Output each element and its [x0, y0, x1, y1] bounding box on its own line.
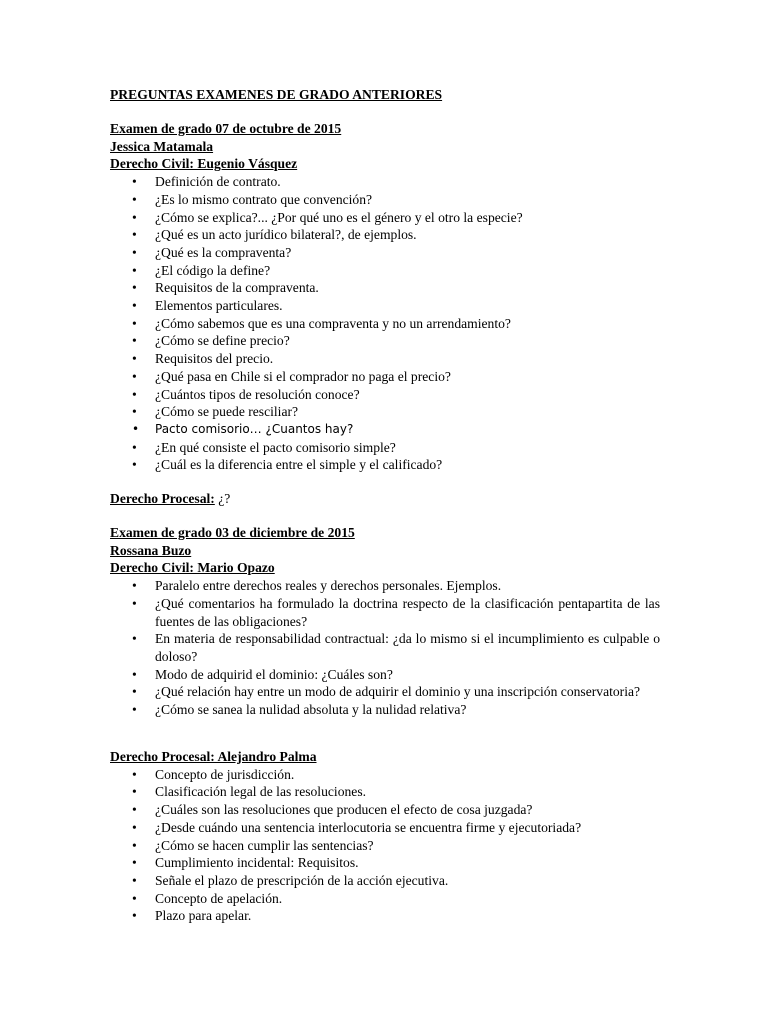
exam-1-civil-list [110, 173, 660, 474]
list-item: • En materia de responsabilidad contractual: ¿da lo mismo si el incumplimiento es culpable o doloso? [110, 630, 660, 665]
exam-1-civil-label: Derecho Civil: Eugenio Vásquez [110, 156, 298, 172]
list-item: • ¿Qué es un acto jurídico bilateral?, de ejemplos. [110, 226, 660, 244]
list-item: • ¿Es lo mismo contrato que convención? [110, 191, 660, 209]
list-item: • ¿Qué es la compraventa? [110, 244, 660, 262]
exam-1-procesal-value: ¿? [218, 491, 231, 506]
list-item: • Concepto de jurisdicción. [110, 766, 660, 784]
exam-1-student: Jessica Matamala [110, 138, 214, 154]
exam-1-procesal-label: Derecho Procesal: [110, 491, 215, 506]
list-item: • Señale el plazo de prescripción de la acción ejecutiva. [110, 872, 660, 890]
list-item: • ¿En qué consiste el pacto comisorio simple? [110, 439, 660, 457]
list-item: • Cumplimiento incidental: Requisitos. [110, 854, 660, 872]
list-item: • Elementos particulares. [110, 297, 660, 315]
exam-2-civil-list [110, 577, 660, 719]
list-item: • ¿Desde cuándo una sentencia interlocutoria se encuentra firme y ejecutoriada? [110, 819, 660, 837]
list-item: • Paralelo entre derechos reales y derechos personales. Ejemplos. [110, 577, 660, 595]
list-item: • ¿Qué comentarios ha formulado la doctrina respecto de la clasificación pentapartita de las fuentes de las obligaciones? [110, 595, 660, 630]
list-item: • ¿Cómo se define precio? [110, 332, 660, 350]
list-item: • ¿Cómo se hacen cumplir las sentencias? [110, 837, 660, 855]
list-item: • Concepto de apelación. [110, 890, 660, 908]
exam-1-section [110, 120, 660, 474]
exam-2-civil-label: Derecho Civil: Mario Opazo [110, 560, 275, 576]
exam-2-procesal-section [110, 748, 660, 925]
list-item: • ¿Cómo se sanea la nulidad absoluta y la nulidad relativa? [110, 701, 660, 719]
list-item: • ¿Cómo sabemos que es una compraventa y no un arrendamiento? [110, 315, 660, 333]
list-item: • ¿Cuáles son las resoluciones que producen el efecto de cosa juzgada? [110, 801, 660, 819]
exam-2-procesal-label: Derecho Procesal: Alejandro Palma [110, 749, 317, 764]
exam-2-student: Rossana Buzo [110, 542, 192, 558]
exam-2-procesal-list [110, 766, 660, 925]
list-item: • Plazo para apelar. [110, 907, 660, 925]
exam-1-procesal [110, 490, 660, 508]
list-item: • Clasificación legal de las resoluciones. [110, 783, 660, 801]
exam-2-heading: Examen de grado 03 de diciembre de 2015 [110, 525, 355, 540]
list-item: • Modo de adquirid el dominio: ¿Cuáles son? [110, 666, 660, 684]
list-item: • ¿Cómo se puede resciliar? [110, 403, 660, 421]
exam-1-heading: Examen de grado 07 de octubre de 2015 [110, 121, 342, 136]
list-item: • ¿Cuántos tipos de resolución conoce? [110, 386, 660, 404]
list-item: • ¿Cómo se explica?... ¿Por qué uno es el género y el otro la especie? [110, 209, 660, 227]
list-item: • ¿Cuál es la diferencia entre el simple y el calificado? [110, 456, 660, 474]
list-item: • ¿Qué relación hay entre un modo de adquirir el dominio y una inscripción conservatoria? [110, 683, 660, 701]
exam-2-section [110, 524, 660, 719]
list-item: • ¿El código la define? [110, 262, 660, 280]
document-title: PREGUNTAS EXAMENES DE GRADO ANTERIORES [110, 87, 443, 102]
list-item: • Pacto comisorio… ¿Cuantos hay? [110, 421, 660, 439]
list-item: • Definición de contrato. [110, 173, 660, 191]
list-item: • Requisitos del precio. [110, 350, 660, 368]
list-item: • Requisitos de la compraventa. [110, 279, 660, 297]
list-item: • ¿Qué pasa en Chile si el comprador no paga el precio? [110, 368, 660, 386]
document-title-block [110, 86, 660, 104]
